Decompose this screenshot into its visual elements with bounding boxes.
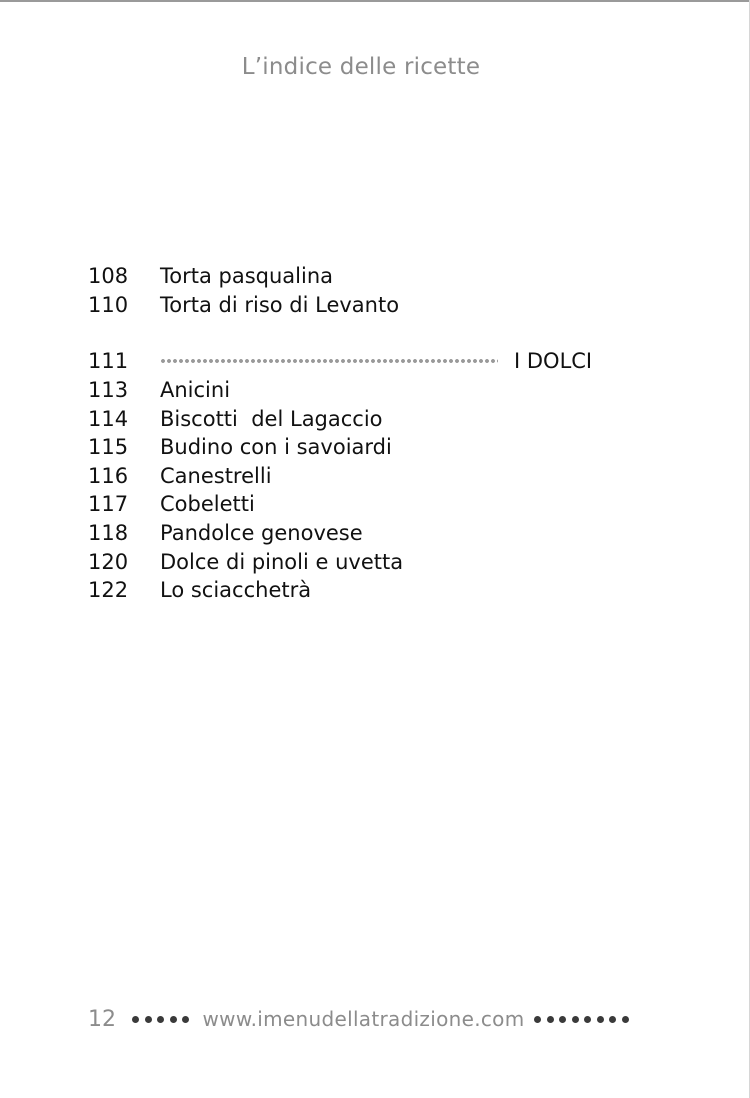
index-entry (88, 519, 648, 548)
section-heading-dolci (88, 347, 648, 376)
entry-recipe-name: Lo sciacchetrà (160, 578, 312, 603)
section-page-number: 111 (88, 349, 129, 374)
top-rule (0, 0, 750, 2)
entry-page-number: 117 (88, 492, 129, 517)
page-footer (88, 1004, 648, 1034)
section-title: I DOLCI (514, 349, 593, 374)
footer-page-number: 12 (88, 1006, 116, 1032)
index-entry (88, 433, 648, 462)
index-entry (88, 576, 648, 605)
entry-recipe-name: Torta pasqualina (160, 264, 334, 289)
entry-page-number: 122 (88, 578, 129, 603)
footer-website: www.imenudellatradizione.com (202, 1007, 525, 1031)
index-entry (88, 547, 648, 576)
entry-page-number: 114 (88, 406, 129, 431)
entry-page-number: 118 (88, 521, 129, 546)
dotted-leader (160, 357, 498, 365)
entry-recipe-name: Anicini (160, 378, 231, 403)
index-entry (88, 262, 648, 291)
index-entry (88, 376, 648, 405)
entry-recipe-name: Torta di riso di Levanto (160, 292, 400, 317)
recipe-index (88, 262, 648, 605)
entry-page-number: 115 (88, 435, 129, 460)
entry-page-number: 108 (88, 264, 129, 289)
index-entry (88, 462, 648, 491)
entry-page-number: 120 (88, 549, 129, 574)
entry-recipe-name: Biscotti del Lagaccio (160, 406, 383, 431)
index-entry (88, 291, 648, 320)
entry-recipe-name: Dolce di pinoli e uvetta (160, 549, 404, 574)
entry-page-number: 113 (88, 378, 129, 403)
section-spacer (88, 319, 648, 347)
page-title: L’indice delle ricette (241, 54, 481, 80)
footer-dots-left (132, 1016, 195, 1023)
index-entry (88, 404, 648, 433)
index-entry (88, 490, 648, 519)
entry-recipe-name: Cobeletti (160, 492, 255, 517)
entry-page-number: 116 (88, 463, 129, 488)
entry-recipe-name: Canestrelli (160, 463, 272, 488)
entry-recipe-name: Pandolce genovese (160, 521, 363, 546)
entry-page-number: 110 (88, 292, 129, 317)
footer-dots-right (534, 1016, 634, 1023)
entry-recipe-name: Budino con i savoiardi (160, 435, 392, 460)
